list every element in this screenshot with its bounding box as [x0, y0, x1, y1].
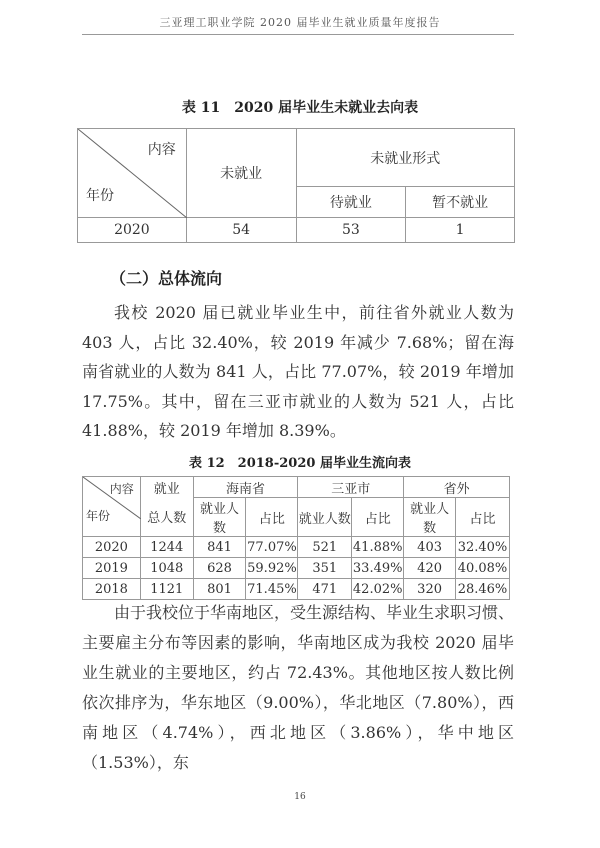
section-title: （二）总体流向 — [110, 269, 223, 288]
page-number: 16 — [294, 792, 306, 802]
table12-caption: 表 12 2018-2020 届毕业生流向表 — [189, 456, 411, 471]
cell-outside-ratio: 40.08% — [455, 558, 509, 579]
paragraph-regions: 由于我校位于华南地区，受生源结构、毕业生求职习惯、主要雇主分布等因素的影响，华南地区成为我校 2020 届毕业生就业的主要地区，约占 72.43%。其他地区按人数比例依次排序为，华东地区（9.00%），华北地区（7.80%），西南地区（4.74%），西北地区（3.86%），华中地区（1.53%），东 — [82, 603, 515, 772]
cell-hainan-count: 801 — [193, 579, 246, 600]
cell-hainan-ratio: 59.92% — [246, 558, 298, 579]
table-row — [78, 218, 515, 243]
cell-hainan-count: 841 — [193, 537, 246, 558]
header-unemployed: 未就业 — [186, 129, 296, 218]
cell-hainan-ratio: 71.45% — [246, 579, 298, 600]
header-not-yet: 暂不就业 — [406, 187, 515, 218]
header-sanya-count: 就业人数 — [298, 498, 352, 537]
cell-total: 1121 — [140, 579, 193, 600]
cell-total: 1048 — [140, 558, 193, 579]
header-unemployed-form: 未就业形式 — [296, 129, 514, 187]
cell-outside-count: 403 — [404, 537, 456, 558]
table11-caption: 表 11 2020 届毕业生未就业去向表 — [181, 100, 419, 116]
cell-sanya-ratio: 41.88% — [352, 537, 404, 558]
corner-label-year: 年份 — [86, 509, 111, 523]
cell-year: 2018 — [83, 579, 141, 600]
table12 — [82, 476, 510, 600]
cell-outside-ratio: 28.46% — [455, 579, 509, 600]
cell-hainan-ratio: 77.07% — [246, 537, 298, 558]
cell-total: 1244 — [140, 537, 193, 558]
header-sanya: 三亚市 — [298, 477, 404, 498]
table12-corner-cell — [83, 477, 141, 537]
cell-sanya-count: 521 — [298, 537, 352, 558]
header-hainan: 海南省 — [193, 477, 298, 498]
header-outside: 省外 — [404, 477, 510, 498]
cell-outside-ratio: 32.40% — [455, 537, 509, 558]
cell-hainan-count: 628 — [193, 558, 246, 579]
cell-sanya-ratio: 33.49% — [352, 558, 404, 579]
header-hainan-count: 就业人数 — [193, 498, 246, 537]
cell-sanya-count: 351 — [298, 558, 352, 579]
header-waiting: 待就业 — [296, 187, 406, 218]
table-row — [83, 537, 510, 558]
cell-outside-count: 320 — [404, 579, 456, 600]
header-sanya-ratio: 占比 — [352, 498, 404, 537]
page-header: 三亚理工职业学院 2020 届毕业生就业质量年度报告 — [159, 16, 441, 29]
cell-year: 2020 — [78, 218, 187, 243]
cell-sanya-count: 471 — [298, 579, 352, 600]
header-hainan-ratio: 占比 — [246, 498, 298, 537]
corner-label-content: 内容 — [109, 482, 134, 496]
corner-label-year: 年份 — [86, 188, 114, 204]
cell-year: 2019 — [83, 558, 141, 579]
cell-outside-count: 420 — [404, 558, 456, 579]
table-row — [83, 579, 510, 600]
header-total-line2: 总人数 — [140, 498, 193, 537]
header-outside-ratio: 占比 — [455, 498, 509, 537]
cell-unemployed: 54 — [186, 218, 296, 243]
table11-corner-cell — [78, 129, 187, 218]
table11 — [77, 128, 515, 243]
header-outside-count: 就业人数 — [404, 498, 456, 537]
cell-not-yet: 1 — [406, 218, 515, 243]
cell-year: 2020 — [83, 537, 141, 558]
header-divider — [82, 34, 514, 35]
paragraph-overall-flow: 我校 2020 届已就业毕业生中，前往省外就业人数为 403 人，占比 32.40%，较 2019 年减少 7.68%；留在海南省就业的人数为 841 人，占比 77.07%，较 2019 年增加 17.75%。其中，留在三亚市就业的人数为 521 人，占比 41.88%，较 2019 年增加 8.39%。 — [82, 303, 514, 440]
corner-label-content: 内容 — [147, 142, 176, 158]
table-row — [83, 558, 510, 579]
cell-sanya-ratio: 42.02% — [352, 579, 404, 600]
cell-waiting: 53 — [296, 218, 406, 243]
header-total-line1: 就业 — [140, 477, 193, 498]
